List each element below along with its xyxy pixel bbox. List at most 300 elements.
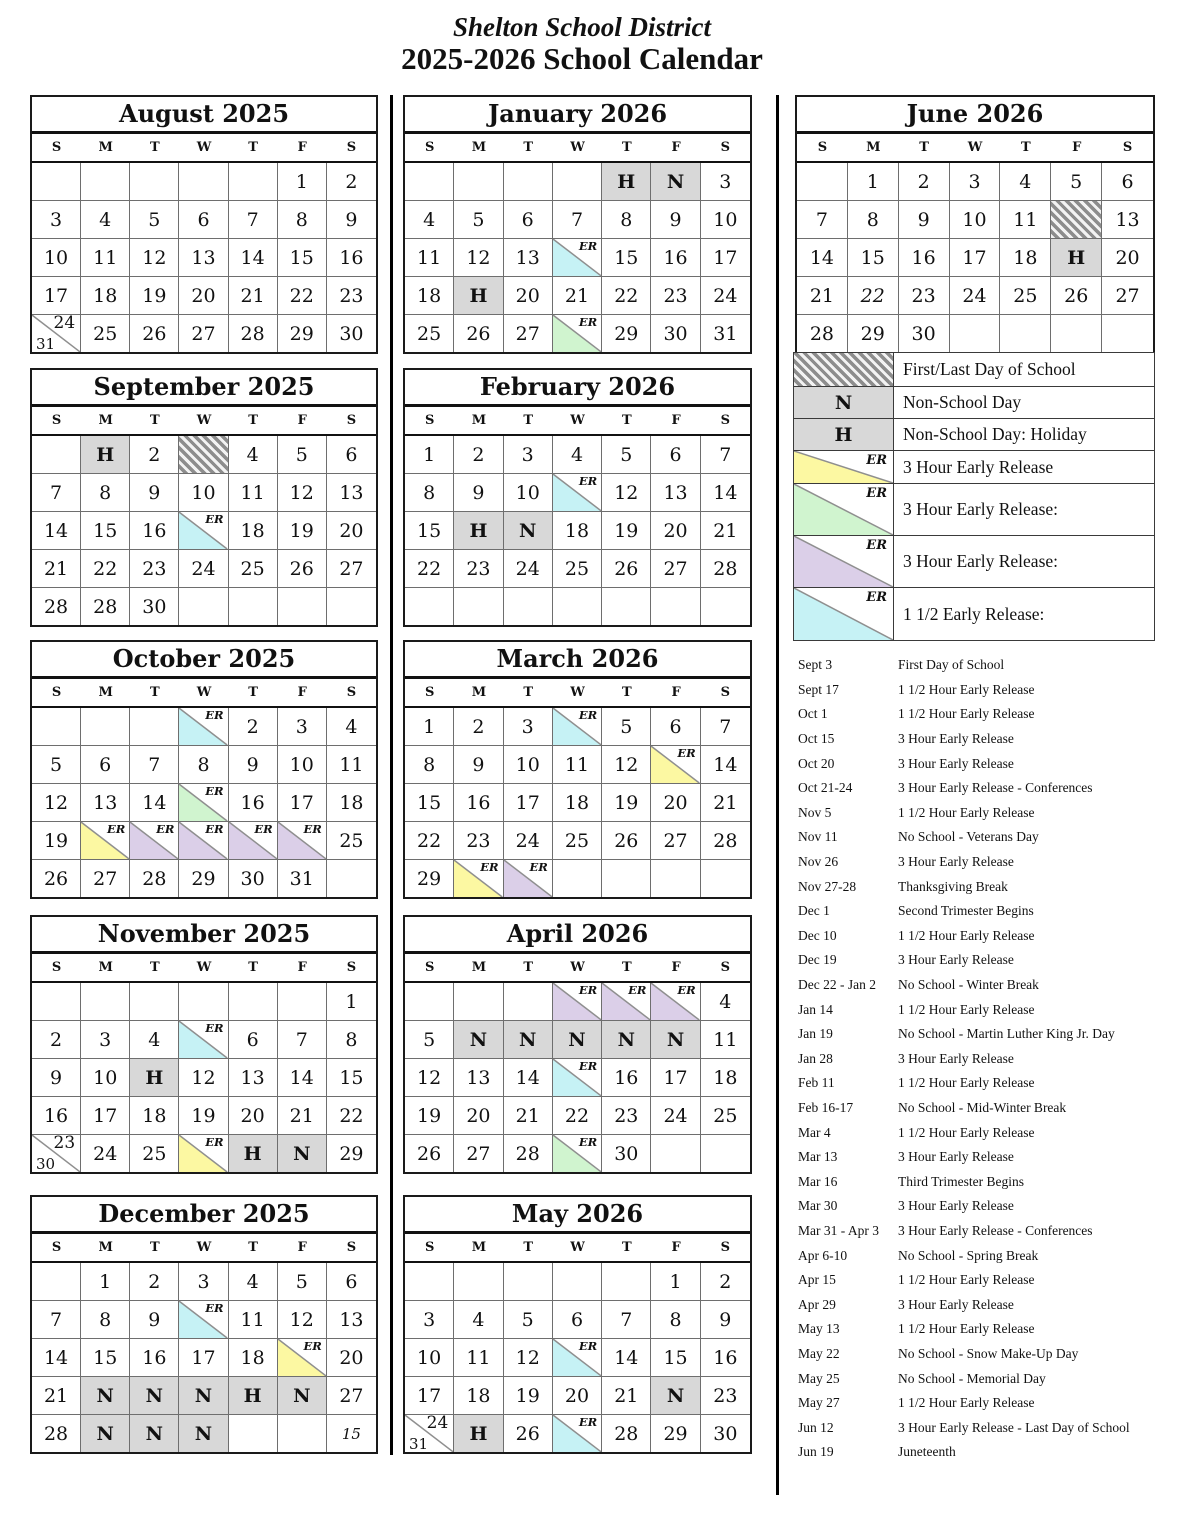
er-label: ER bbox=[205, 708, 224, 722]
day-cell-empty bbox=[797, 163, 848, 201]
day-cell: 15 bbox=[602, 239, 651, 277]
event-description: No School - Memorial Day bbox=[898, 1370, 1046, 1386]
month-august-2025 bbox=[30, 95, 378, 354]
day-cell: 7 bbox=[797, 201, 848, 239]
event-date: Jun 19 bbox=[798, 1444, 834, 1460]
day-cell-empty bbox=[130, 708, 179, 746]
day-header: T bbox=[150, 685, 160, 700]
day-header: T bbox=[621, 413, 632, 428]
event-date: Oct 20 bbox=[798, 755, 835, 771]
day-cell: 28 bbox=[701, 550, 750, 588]
day-number-italic: 15 bbox=[341, 1424, 361, 1443]
day-header: S bbox=[720, 413, 731, 428]
day-cell-empty bbox=[327, 860, 376, 897]
day-cell-empty bbox=[81, 708, 130, 746]
month-title: March 2026 bbox=[405, 642, 750, 679]
day-cell-empty bbox=[602, 860, 651, 897]
day-cell: 25 bbox=[553, 550, 602, 588]
early-release-cell-yellow bbox=[454, 860, 503, 897]
er-label: ER bbox=[254, 822, 273, 836]
day-cell: 11 bbox=[454, 1339, 503, 1377]
day-cell: 6 bbox=[1102, 163, 1153, 201]
event-row bbox=[798, 702, 1184, 727]
day-cell: 4 bbox=[553, 436, 602, 474]
day-cell: 16 bbox=[651, 239, 700, 277]
event-row bbox=[798, 1391, 1184, 1416]
day-header-row bbox=[405, 134, 750, 163]
non-school-cell: N bbox=[651, 1377, 700, 1415]
event-date: May 25 bbox=[798, 1370, 840, 1386]
day-cell: 18 bbox=[130, 1097, 179, 1135]
day-cell: 12 bbox=[602, 474, 651, 512]
day-cell: 14 bbox=[797, 239, 848, 277]
day-cell: 13 bbox=[454, 1059, 503, 1097]
day-header: W bbox=[196, 960, 212, 975]
day-cell: 26 bbox=[278, 550, 327, 588]
day-cell: 28 bbox=[701, 822, 750, 860]
day-cell: 17 bbox=[278, 784, 327, 822]
day-cell: 26 bbox=[454, 315, 503, 352]
day-header: T bbox=[248, 413, 258, 428]
month-title: June 2026 bbox=[797, 97, 1153, 134]
event-row bbox=[798, 1096, 1184, 1121]
day-cell: 17 bbox=[701, 239, 750, 277]
day-cell: 3 bbox=[504, 436, 553, 474]
day-cell: 9 bbox=[130, 474, 179, 512]
day-header: S bbox=[720, 1240, 731, 1255]
non-school-cell: N bbox=[81, 1415, 130, 1452]
day-cell: 15 bbox=[81, 1339, 130, 1377]
day-cell: 23 bbox=[602, 1097, 651, 1135]
day-cell-empty bbox=[81, 163, 130, 201]
day-header: S bbox=[346, 960, 357, 975]
day-header: T bbox=[248, 1240, 258, 1255]
event-row bbox=[798, 1366, 1184, 1391]
day-cell: 16 bbox=[327, 239, 376, 277]
event-description: No School - Snow Make-Up Day bbox=[898, 1345, 1079, 1361]
event-description: 1 1/2 Hour Early Release bbox=[898, 927, 1035, 943]
day-cell: 27 bbox=[327, 1377, 376, 1415]
event-description: 1 1/2 Hour Early Release bbox=[898, 1001, 1035, 1017]
day-header: F bbox=[297, 413, 307, 428]
day-header: F bbox=[671, 685, 681, 700]
day-header: M bbox=[866, 140, 881, 155]
event-row bbox=[798, 1415, 1184, 1440]
day-cell: 24 bbox=[504, 550, 553, 588]
day-header: S bbox=[720, 960, 731, 975]
day-header: W bbox=[570, 1240, 585, 1255]
day-header: S bbox=[51, 140, 62, 155]
day-cell: 11 bbox=[553, 746, 602, 784]
legend-label: First/Last Day of School bbox=[903, 359, 1076, 379]
day-header: S bbox=[51, 1240, 62, 1255]
day-cell: 10 bbox=[504, 746, 553, 784]
day-cell: 22 bbox=[81, 550, 130, 588]
day-cell: 13 bbox=[229, 1059, 278, 1097]
event-description: No School - Spring Break bbox=[898, 1247, 1039, 1263]
event-date: Mar 30 bbox=[798, 1198, 838, 1214]
day-number: 30 bbox=[36, 1155, 56, 1172]
day-cell: 5 bbox=[278, 1263, 327, 1301]
split-date-cell bbox=[32, 1135, 81, 1172]
event-row bbox=[798, 653, 1184, 678]
non-school-cell: N bbox=[179, 1415, 228, 1452]
day-cell: 19 bbox=[405, 1097, 454, 1135]
day-number: 24 bbox=[426, 1415, 449, 1433]
day-cell: 19 bbox=[32, 822, 81, 860]
day-header: W bbox=[196, 1240, 212, 1255]
day-cell: 10 bbox=[950, 201, 1001, 239]
day-cell: 1 bbox=[81, 1263, 130, 1301]
day-header: T bbox=[621, 685, 632, 700]
day-cell: 18 bbox=[1000, 239, 1051, 277]
day-header: M bbox=[98, 140, 113, 155]
er-label: ER bbox=[205, 1021, 224, 1035]
er-label: ER bbox=[303, 822, 322, 836]
day-cell: 18 bbox=[701, 1059, 750, 1097]
event-date: Oct 1 bbox=[798, 706, 828, 722]
early-release-cell-cyan bbox=[179, 1301, 228, 1339]
event-description: 1 1/2 Hour Early Release bbox=[898, 1272, 1035, 1288]
day-cell: 22 bbox=[327, 1097, 376, 1135]
day-cell: 10 bbox=[179, 474, 228, 512]
legend-row bbox=[794, 484, 1154, 536]
day-cell: 7 bbox=[602, 1301, 651, 1339]
day-cell-empty bbox=[81, 983, 130, 1021]
day-cell: 9 bbox=[130, 1301, 179, 1339]
er-label: ER bbox=[106, 822, 126, 836]
month-january-2026 bbox=[403, 95, 752, 354]
day-header: S bbox=[817, 140, 828, 155]
day-cell: 14 bbox=[278, 1059, 327, 1097]
day-header: S bbox=[424, 685, 435, 700]
day-cell: 2 bbox=[229, 708, 278, 746]
day-cell: 18 bbox=[229, 512, 278, 550]
day-cell: 20 bbox=[651, 512, 700, 550]
day-cell-empty bbox=[405, 1263, 454, 1301]
er-label: ER bbox=[578, 1415, 598, 1429]
day-cell: 26 bbox=[130, 315, 179, 352]
page-header bbox=[0, 12, 1164, 76]
er-label: ER bbox=[205, 784, 224, 798]
day-cell: 1 bbox=[848, 163, 899, 201]
day-cell: 8 bbox=[651, 1301, 700, 1339]
day-header: W bbox=[967, 140, 983, 155]
day-cell: 21 bbox=[797, 277, 848, 315]
month-title: January 2026 bbox=[405, 97, 750, 134]
day-cell: 30 bbox=[651, 315, 700, 352]
day-header: T bbox=[523, 960, 534, 975]
day-cell: 6 bbox=[651, 436, 700, 474]
er-label: ER bbox=[628, 983, 647, 997]
day-cell: 9 bbox=[32, 1059, 81, 1097]
day-cell: 12 bbox=[405, 1059, 454, 1097]
legend-label: 1 1/2 Early Release: bbox=[903, 603, 1045, 624]
day-cell: 9 bbox=[454, 474, 503, 512]
er-label: ER bbox=[480, 860, 499, 874]
day-header: W bbox=[570, 960, 585, 975]
day-cell: 17 bbox=[651, 1059, 700, 1097]
day-cell: 14 bbox=[32, 512, 81, 550]
day-cell: 8 bbox=[81, 1301, 130, 1339]
non-school-cell: N bbox=[602, 1021, 651, 1059]
legend-label: 3 Hour Early Release: bbox=[903, 499, 1059, 519]
early-release-cell-cyan bbox=[553, 474, 602, 512]
day-cell-empty bbox=[950, 315, 1001, 352]
early-release-cell-green bbox=[553, 315, 602, 352]
day-cell: 6 bbox=[81, 746, 130, 784]
day-cell-empty bbox=[553, 860, 602, 897]
month-grid bbox=[405, 983, 750, 1172]
event-description: 3 Hour Early Release bbox=[898, 755, 1014, 771]
day-cell: 22 bbox=[278, 277, 327, 315]
event-description: 3 Hour Early Release bbox=[898, 854, 1014, 870]
day-header-row bbox=[32, 407, 376, 436]
event-date: Mar 13 bbox=[798, 1149, 838, 1165]
day-cell: 29 bbox=[339, 1142, 364, 1165]
day-cell: 27 bbox=[454, 1135, 503, 1172]
day-cell: 1 bbox=[405, 436, 454, 474]
day-number: 31 bbox=[36, 335, 56, 352]
day-cell: 20 bbox=[327, 512, 376, 550]
day-cell: 30 bbox=[229, 860, 278, 897]
day-cell: 18 bbox=[327, 784, 376, 822]
event-row bbox=[798, 1342, 1184, 1367]
day-header: M bbox=[98, 685, 113, 700]
day-cell: 8 bbox=[278, 201, 327, 239]
early-release-cell-cyan bbox=[553, 1415, 602, 1452]
day-cell: 14 bbox=[229, 239, 278, 277]
er-label: ER bbox=[578, 983, 598, 997]
legend-row bbox=[794, 588, 1154, 640]
er-label: ER bbox=[156, 822, 175, 836]
day-cell: 3 bbox=[81, 1021, 130, 1059]
holiday-cell: H bbox=[229, 1135, 278, 1172]
day-cell-empty bbox=[701, 588, 750, 625]
day-cell: 16 bbox=[899, 239, 950, 277]
event-date: Oct 21-24 bbox=[798, 780, 853, 796]
day-header: M bbox=[98, 960, 113, 975]
day-cell-empty bbox=[504, 588, 553, 625]
day-header: M bbox=[98, 1240, 113, 1255]
event-row bbox=[798, 1268, 1184, 1293]
day-cell: 8 bbox=[327, 1021, 376, 1059]
day-cell: 16 bbox=[229, 784, 278, 822]
day-cell: 5 bbox=[278, 436, 327, 474]
non-school-cell: N bbox=[504, 1021, 553, 1059]
legend-swatch-first-last-day bbox=[794, 353, 894, 386]
day-cell: 29 bbox=[179, 860, 228, 897]
event-row bbox=[798, 1317, 1184, 1342]
day-cell-empty bbox=[229, 983, 278, 1021]
early-release-cell-purple bbox=[602, 983, 651, 1021]
event-date: Nov 11 bbox=[798, 829, 838, 845]
er-label: ER bbox=[205, 1135, 224, 1149]
day-number: 31 bbox=[409, 1435, 429, 1452]
day-cell: 28 bbox=[81, 588, 130, 625]
legend-row bbox=[794, 419, 1154, 451]
event-date: Apr 15 bbox=[798, 1272, 836, 1288]
day-cell: 20 bbox=[229, 1097, 278, 1135]
legend-row bbox=[794, 353, 1154, 387]
day-cell: 9 bbox=[229, 746, 278, 784]
event-row bbox=[798, 1243, 1184, 1268]
day-header: T bbox=[523, 413, 534, 428]
legend-swatch-early-release-green bbox=[794, 484, 894, 535]
month-december-2025 bbox=[30, 1195, 378, 1454]
day-cell: 9 bbox=[701, 1301, 750, 1339]
month-grid bbox=[405, 163, 750, 352]
event-row bbox=[798, 997, 1184, 1022]
event-row bbox=[798, 1145, 1184, 1170]
day-header: S bbox=[346, 413, 357, 428]
day-cell: 25 bbox=[405, 315, 454, 352]
month-title: August 2025 bbox=[32, 97, 376, 134]
day-cell: 10 bbox=[405, 1339, 454, 1377]
day-cell-empty bbox=[454, 983, 503, 1021]
day-cell: 17 bbox=[81, 1097, 130, 1135]
day-cell: 24 bbox=[950, 277, 1001, 315]
month-title: April 2026 bbox=[405, 917, 750, 954]
event-date: Dec 10 bbox=[798, 927, 837, 943]
er-label: ER bbox=[578, 1339, 598, 1353]
non-school-cell: N bbox=[130, 1377, 179, 1415]
day-cell: 16 bbox=[32, 1097, 81, 1135]
day-cell-empty bbox=[602, 588, 651, 625]
early-release-cell-green bbox=[553, 1135, 602, 1172]
day-header: T bbox=[919, 140, 929, 155]
day-cell: 4 bbox=[229, 1263, 278, 1301]
day-header: T bbox=[150, 413, 160, 428]
day-cell: 11 bbox=[229, 1301, 278, 1339]
day-cell: 4 bbox=[130, 1021, 179, 1059]
day-cell: 15 bbox=[848, 239, 899, 277]
day-cell: 4 bbox=[405, 201, 454, 239]
day-cell: 7 bbox=[553, 201, 602, 239]
day-cell: 25 bbox=[327, 822, 376, 860]
day-cell: 8 bbox=[81, 474, 130, 512]
day-cell: 29 bbox=[602, 315, 651, 352]
day-cell-empty bbox=[701, 860, 750, 897]
early-release-cell-purple bbox=[278, 822, 327, 860]
day-header: F bbox=[671, 140, 681, 155]
day-cell: 3 bbox=[278, 708, 327, 746]
month-grid bbox=[32, 436, 376, 625]
day-header: W bbox=[570, 413, 585, 428]
event-date: May 22 bbox=[798, 1345, 840, 1361]
day-header: M bbox=[471, 1240, 487, 1255]
day-cell-empty bbox=[278, 983, 327, 1021]
er-label: ER bbox=[677, 983, 696, 997]
event-row bbox=[798, 825, 1184, 850]
early-release-cell-cyan bbox=[553, 1059, 602, 1097]
day-header: F bbox=[297, 960, 307, 975]
event-description: 1 1/2 Hour Early Release bbox=[898, 804, 1035, 820]
event-row bbox=[798, 801, 1184, 826]
event-row bbox=[798, 1194, 1184, 1219]
day-cell: 17 bbox=[179, 1339, 228, 1377]
day-cell: 20 bbox=[553, 1377, 602, 1415]
day-header-row bbox=[405, 407, 750, 436]
day-cell-empty bbox=[32, 1263, 81, 1301]
day-cell: 8 bbox=[405, 746, 454, 784]
day-cell: 14 bbox=[701, 746, 750, 784]
day-cell: 8 bbox=[602, 201, 651, 239]
month-title: September 2025 bbox=[32, 370, 376, 407]
day-cell: 2 bbox=[454, 708, 503, 746]
event-date: Mar 31 - Apr 3 bbox=[798, 1222, 879, 1238]
event-description: 1 1/2 Hour Early Release bbox=[898, 1321, 1035, 1337]
day-cell-empty bbox=[651, 588, 700, 625]
day-header: F bbox=[671, 1240, 681, 1255]
day-cell: 6 bbox=[327, 436, 376, 474]
first-last-day-cell bbox=[179, 436, 228, 474]
month-september-2025 bbox=[30, 368, 378, 627]
day-header: M bbox=[471, 685, 487, 700]
legend-swatch-early-release-purple bbox=[794, 536, 894, 587]
day-cell: 11 bbox=[327, 746, 376, 784]
legend-label: 3 Hour Early Release: bbox=[903, 551, 1059, 571]
day-cell: 5 bbox=[1051, 163, 1102, 201]
event-description: Third Trimester Begins bbox=[898, 1173, 1025, 1189]
event-date: Jun 12 bbox=[798, 1419, 834, 1435]
day-cell-empty bbox=[1051, 315, 1102, 352]
event-date: Nov 26 bbox=[798, 854, 839, 870]
non-school-cell: N bbox=[278, 1135, 327, 1172]
column-divider-left bbox=[390, 95, 393, 1455]
event-row bbox=[798, 1071, 1184, 1096]
day-cell-empty bbox=[229, 163, 278, 201]
month-november-2025 bbox=[30, 915, 378, 1174]
day-cell: 2 bbox=[130, 1263, 179, 1301]
event-description: 1 1/2 Hour Early Release bbox=[898, 706, 1035, 722]
day-cell: 28 bbox=[504, 1135, 553, 1172]
day-cell: 6 bbox=[327, 1263, 376, 1301]
day-cell: 24 bbox=[179, 550, 228, 588]
day-header: S bbox=[424, 960, 435, 975]
day-header: W bbox=[196, 413, 212, 428]
day-header: S bbox=[720, 140, 731, 155]
day-header: T bbox=[523, 140, 534, 155]
er-label: ER bbox=[866, 590, 887, 605]
day-cell: 9 bbox=[651, 201, 700, 239]
er-label: ER bbox=[578, 1135, 598, 1149]
event-date: Nov 5 bbox=[798, 804, 832, 820]
event-date: Apr 6-10 bbox=[798, 1247, 848, 1263]
day-cell: 17 bbox=[504, 784, 553, 822]
day-cell: 18 bbox=[553, 512, 602, 550]
day-cell-empty bbox=[454, 163, 503, 201]
day-cell: 5 bbox=[405, 1021, 454, 1059]
column-divider-right bbox=[776, 95, 779, 1495]
day-header: W bbox=[196, 685, 212, 700]
day-cell: 23 bbox=[454, 822, 503, 860]
day-header: T bbox=[248, 960, 258, 975]
day-cell: 24 bbox=[504, 822, 553, 860]
day-cell: 30 bbox=[339, 322, 364, 345]
event-row bbox=[798, 850, 1184, 875]
day-cell: 30 bbox=[130, 588, 179, 625]
day-cell: 13 bbox=[81, 784, 130, 822]
event-description: 1 1/2 Hour Early Release bbox=[898, 1075, 1035, 1091]
day-cell: 4 bbox=[327, 708, 376, 746]
day-cell: 25 bbox=[1000, 277, 1051, 315]
day-cell: 25 bbox=[130, 1135, 179, 1172]
event-row bbox=[798, 1022, 1184, 1047]
day-cell: 26 bbox=[405, 1135, 454, 1172]
event-description: 3 Hour Early Release bbox=[898, 952, 1014, 968]
day-cell-empty bbox=[504, 983, 553, 1021]
